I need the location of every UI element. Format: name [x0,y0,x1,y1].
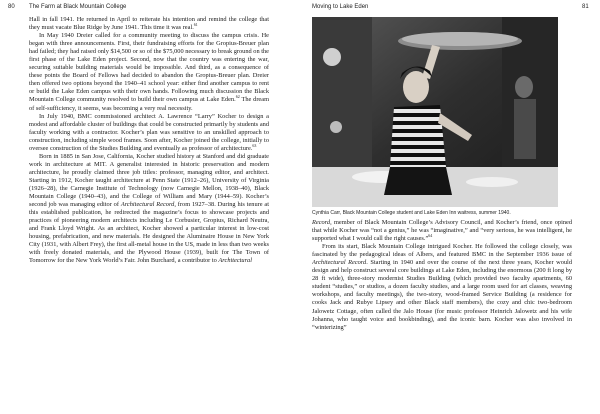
photo-cynthia-carr [312,17,558,207]
italic-title: Architectural Record [312,259,367,267]
left-running-head: The Farm at Black Mountain College [29,4,127,10]
right-running-head: Moving to Lake Eden [312,4,369,10]
footnote-ref: 63 [252,142,257,148]
text-run: Hall in fall 1941. He returned in April to reiterate his intention and remind the college that they must vacate Blue Ridge by June 1941. This time it was real. [29,16,269,32]
photo-caption: Cynthia Carr, Black Mountain College student and Lake Eden Inn waitress, summer 1940. [312,210,511,216]
left-page-text [29,16,269,412]
italic-title: Architectural Record [120,201,175,209]
text-run: , member of Black Mountain College’s Advisory Council, and Kocher’s friend, once opined that while Kocher was “not a genius,” he was “imaginative,” and “very serious, he was intelligent, he supported what I would call the right causes.” [312,219,572,243]
text-run: The dream of self-sufficiency, it seems, was becoming a very real necessity. [29,96,269,112]
right-page-text [312,219,572,413]
left-page-number: 80 [8,4,15,10]
italic-title: Architectural [218,257,252,265]
text-run: Born in 1885 in San Jose, California, Kocher studied history at Stanford and did graduate work in architecture at MIT. A generalist interested in historic preservation and modern architecture, he proudly claimed three job titles: professor, managing editor, and architect. Starting in 1912, Kocher taught architecture at Penn State (1912–26), University of Virginia (1926–28), the Carnegie Institute of Technology (now Carnegie Mellon, 1938–40), Black Mountain College (1940–43), and the College of William and Mary (1944–59). Kocher’s second job was managing editor of [29,152,269,209]
left-paragraph [29,16,269,32]
left-paragraph [29,153,269,266]
right-page-number: 81 [582,4,589,10]
footnote-ref: 61 [193,21,198,27]
footnote-ref: 64 [428,232,433,238]
left-paragraph [29,32,269,112]
right-paragraph [312,219,572,243]
text-run: , from 1927–38. During his tenure at this established publication, he redirected the magazine’s focus to showcase projects and practices of pioneering modern architects including Le Corbusier, Gropius, Richard Neutra, and Frank Lloyd Wright. As an architect, Kocher showed a particular interest in low-cost housing, prefabrication, and new materials. He designed the Aluminaire House in New York City (1931, with Albert Frey), the first all-metal house in the US, made in less than two weeks with freely donated materials, and the Plywood House (1939), built for The Town of Tomorrow for the New York World’s Fair. John Burchard, a contributor to [29,201,269,265]
text-run: From its start, Black Mountain College intrigued Kocher. He followed the college closely, was fascinated by the pedagogical ideas of Albers, and featured BMC in the September 1936 issue of [312,243,572,259]
right-paragraph [312,243,572,332]
text-run: In May 1940 Dreier called for a community meeting to discuss the campus crisis. He began with three announcements. First, their fundraising efforts for the Gropius-Breuer plan had failed; they had raised only $14,500 or so of the $75,000 necessary to break ground on the first phase of the Lake Eden project. Second, now that the country was entering the war, securing suitable building materials would be impossible. And third, as a consequence of these points the Board of Fellows had decided to abandon the Gropius-Breuer plan. Dreier then offered two options beyond the 1940–41 school year: either find another campus to rent or build the Lake Eden campus with their own hands. Following much discussion the Black Mountain College community resolved to build their own campus at Lake Eden. [29,32,269,104]
photo-illustration [312,17,558,207]
footnote-ref: 62 [235,94,240,100]
text-run: In July 1940, BMC commissioned architect A. Lawrence “Larry” Kocher to design a modest and affordable cluster of buildings that could be constructed primarily by students and faculty working with a contractor. Kocher’s plan was sensitive to an unskilled approach to construction, including simple wood frames. Soon after, Kocher joined the college, initially to oversee construction of the Studies Building and eventually as professor of architecture. [29,112,269,152]
text-run: . Starting in 1940 and over the course of the next three years, Kocher would design and help construct several core buildings at Lake Eden, including the enormous (200 ft long by 28 ft wide), three-story modernist Studies Building (which provided two faculty apartments, 60 student “studies,” or studios, a dozen faculty studies, and a large room used for art classes, weaving workshops, and faculty meetings), the two-story, wood-framed Service Building (a residence for cooks Jack and Rubye Lipsey and other Black staff members), the cozy and chic two-bedroom Jalowetz Cottage, often called the Jalo House (for music professor Heinrich Jalowetz and his wife Johanna, who taught voice and bookbinding), and the iconic barn. Kocher was also involved in “winterizing” [312,259,572,331]
left-paragraph [29,113,269,153]
italic-title: Record [312,219,331,226]
